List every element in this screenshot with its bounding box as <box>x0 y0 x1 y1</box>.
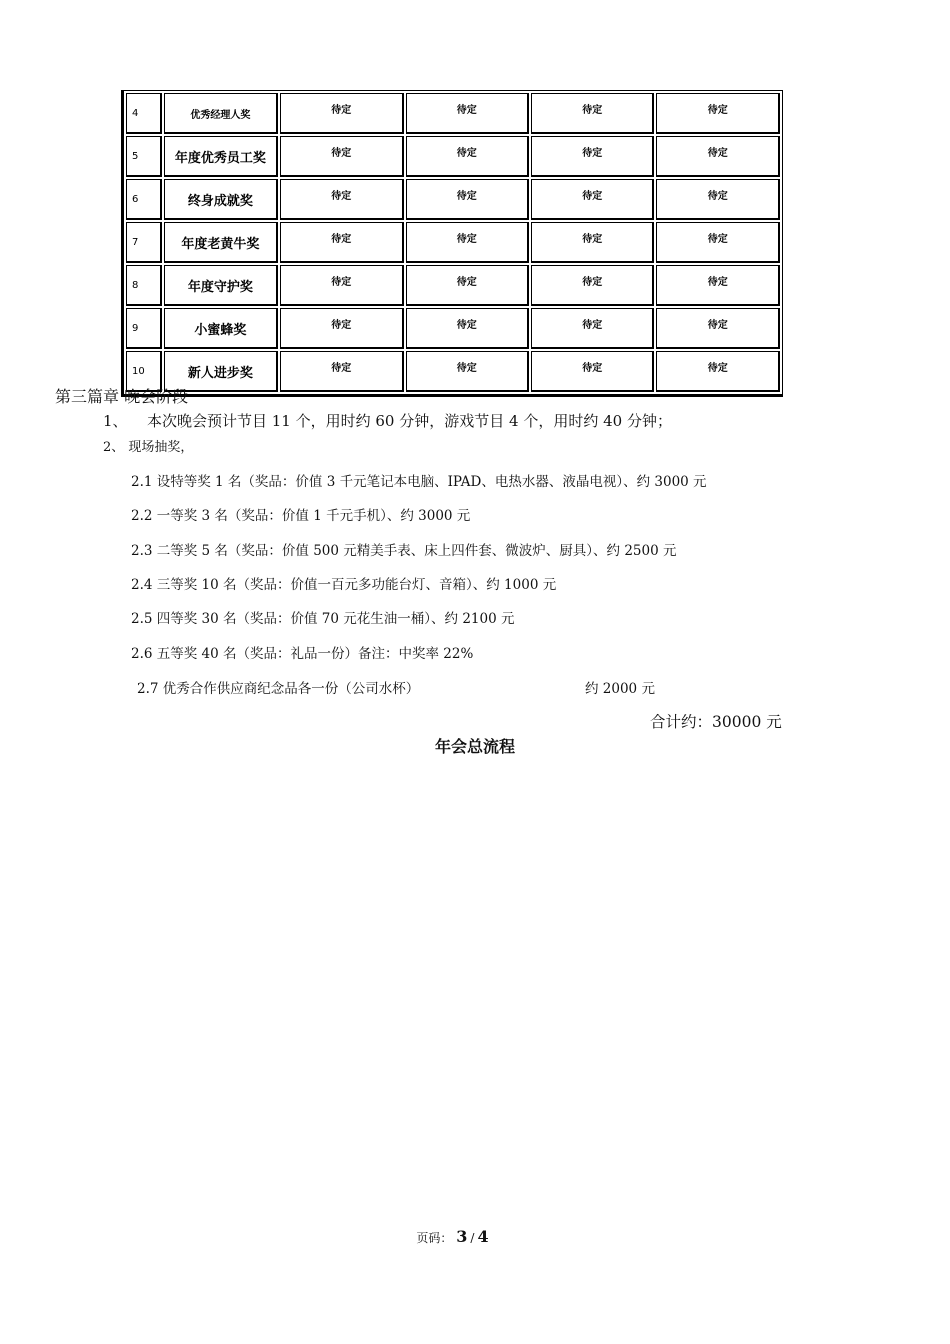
table-cell: 待定 <box>280 179 403 220</box>
page-current: 3 <box>456 1227 468 1246</box>
award-name: 年度优秀员工奖 <box>164 136 278 177</box>
item-text: 本次晚会预计节目 11 个，用时约 60 分钟，游戏节目 4 个，用时约 40 分钟； <box>147 412 672 430</box>
award-name: 小蜜蜂奖 <box>164 308 278 349</box>
table-cell: 待定 <box>656 308 780 349</box>
program-item <box>103 410 672 431</box>
table-row <box>126 179 780 220</box>
table-cell: 待定 <box>656 93 780 134</box>
table-cell: 待定 <box>406 179 529 220</box>
award-name: 年度老黄牛奖 <box>164 222 278 263</box>
award-name: 终身成就奖 <box>164 179 278 220</box>
award-table <box>121 90 783 397</box>
row-number: 6 <box>126 179 162 220</box>
table-cell: 待定 <box>406 351 529 392</box>
prize-line: 2.6 五等奖 40 名（奖品：礼品一份）备注：中奖率 22% <box>131 646 474 662</box>
table-cell: 待定 <box>280 265 403 306</box>
table-cell: 待定 <box>406 265 529 306</box>
table-cell: 待定 <box>406 308 529 349</box>
table-cell: 待定 <box>531 308 654 349</box>
table-cell: 待定 <box>656 222 780 263</box>
chapter-title: 第三篇章 晚会阶段 <box>55 387 189 406</box>
table-cell: 待定 <box>656 265 780 306</box>
table-cell: 待定 <box>406 93 529 134</box>
item-number: 1、 <box>103 412 128 430</box>
table-cell: 待定 <box>280 93 403 134</box>
table-row <box>126 136 780 177</box>
table-cell: 待定 <box>280 136 403 177</box>
prize-line: 2.3 二等奖 5 名（奖品：价值 500 元精美手表、床上四件套、微波炉、厨具）、约 2500 元 <box>131 543 677 559</box>
prize-text: 2.7 优秀合作供应商纪念品各一份（公司水杯） <box>137 681 420 697</box>
table-row <box>126 265 780 306</box>
prize-line: 2.1 设特等奖 1 名（奖品：价值 3 千元笔记本电脑、IPAD、电热水器、液晶电视）、约 3000 元 <box>131 474 707 490</box>
row-number: 10 <box>126 351 162 392</box>
prize-line: 2.5 四等奖 30 名（奖品：价值 70 元花生油一桶）、约 2100 元 <box>131 611 515 627</box>
page-footer <box>0 1227 905 1246</box>
table-cell: 待定 <box>531 136 654 177</box>
table-row <box>126 222 780 263</box>
table-cell: 待定 <box>406 136 529 177</box>
award-name: 优秀经理人奖 <box>164 93 278 134</box>
table-cell: 待定 <box>656 351 780 392</box>
table-cell: 待定 <box>531 222 654 263</box>
table-cell: 待定 <box>280 222 403 263</box>
prize-line-supplier <box>137 677 655 697</box>
table-row <box>126 351 780 392</box>
table-cell: 待定 <box>531 265 654 306</box>
table-cell: 待定 <box>531 179 654 220</box>
flow-title: 年会总流程 <box>434 737 515 756</box>
award-name: 年度守护奖 <box>164 265 278 306</box>
total-amount: 合计约：30000 元 <box>650 713 782 731</box>
table-cell: 待定 <box>406 222 529 263</box>
award-name: 新人进步奖 <box>164 351 278 392</box>
prize-amount: 约 2000 元 <box>585 681 655 697</box>
table-cell: 待定 <box>280 308 403 349</box>
row-number: 4 <box>126 93 162 134</box>
table-cell: 待定 <box>656 136 780 177</box>
page-total: 4 <box>477 1227 489 1246</box>
lottery-item: 2、 现场抽奖， <box>103 440 194 455</box>
table-row <box>126 308 780 349</box>
table-row <box>126 93 780 134</box>
row-number: 5 <box>126 136 162 177</box>
page-separator: / <box>470 1231 475 1245</box>
table-cell: 待定 <box>656 179 780 220</box>
award-table-body <box>126 93 780 392</box>
table-cell: 待定 <box>531 351 654 392</box>
row-number: 7 <box>126 222 162 263</box>
table-cell: 待定 <box>531 93 654 134</box>
prize-line: 2.2 一等奖 3 名（奖品：价值 1 千元手机）、约 3000 元 <box>131 508 471 524</box>
page-label: 页码： <box>416 1231 453 1245</box>
row-number: 8 <box>126 265 162 306</box>
row-number: 9 <box>126 308 162 349</box>
table-cell: 待定 <box>280 351 403 392</box>
prize-line: 2.4 三等奖 10 名（奖品：价值一百元多功能台灯、音箱）、约 1000 元 <box>131 577 557 593</box>
